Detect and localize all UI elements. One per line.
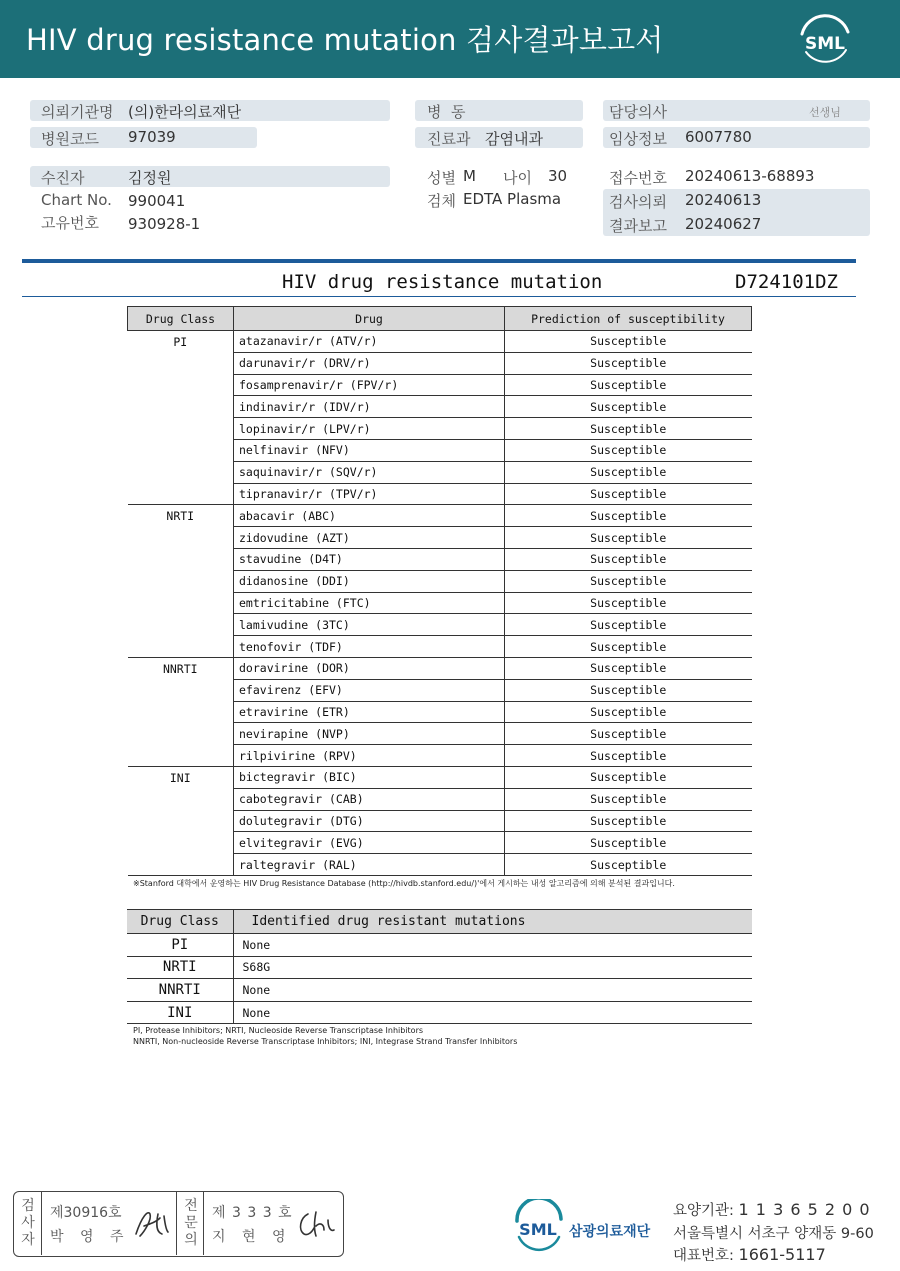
mutation-class-cell: INI: [127, 1001, 233, 1024]
drug-name-cell: atazanavir/r (ATV/r): [234, 331, 505, 353]
prediction-cell: Susceptible: [505, 461, 752, 483]
prediction-cell: Susceptible: [505, 352, 752, 374]
clinical-label: 임상정보: [609, 130, 667, 148]
stamp1-name: 박 영 주: [50, 1229, 130, 1245]
drug-name-cell: efavirenz (EFV): [234, 679, 505, 701]
ward-label: 병 동: [427, 103, 466, 121]
sex-value: M: [463, 167, 476, 185]
drug-name-cell: nelfinavir (NFV): [234, 439, 505, 461]
prediction-cell: Susceptible: [505, 788, 752, 810]
susceptibility-body: [128, 331, 752, 876]
prediction-cell: Susceptible: [505, 636, 752, 658]
susceptibility-row: [128, 331, 752, 353]
institution-label: 의뢰기관명: [41, 103, 114, 121]
drug-name-cell: emtricitabine (FTC): [234, 592, 505, 614]
mutation-value-cell: None: [233, 979, 752, 1002]
care-code: [673, 1199, 871, 1220]
drug-name-cell: lamivudine (3TC): [234, 614, 505, 636]
drug-name-cell: darunavir/r (DRV/r): [234, 352, 505, 374]
header-drug-class: Drug Class: [128, 307, 234, 331]
org-phone: [673, 1244, 826, 1265]
stamp-label-cell-1: [14, 1192, 42, 1255]
mutations-table: [127, 909, 752, 1024]
request-value: 20240613: [685, 191, 762, 209]
stamp2-name: 지 현 영: [212, 1229, 292, 1245]
drug-name-cell: nevirapine (NVP): [234, 723, 505, 745]
mutation-class-cell: NNRTI: [127, 979, 233, 1002]
prediction-cell: Susceptible: [505, 854, 752, 876]
dept-value: 감염내과: [485, 130, 543, 148]
doctor-suffix: 선생님: [809, 106, 841, 119]
sml-logo-icon: [796, 12, 854, 66]
receipt-label: 접수번호: [609, 169, 667, 187]
signature-1-icon: [132, 1206, 172, 1242]
signature-stamp: [13, 1191, 344, 1257]
drug-name-cell: lopinavir/r (LPV/r): [234, 418, 505, 440]
patient-label: 수진자: [41, 169, 85, 187]
mutation-row: [127, 1001, 752, 1024]
mutation-class-cell: PI: [127, 934, 233, 957]
susceptibility-row: [128, 657, 752, 679]
susceptibility-table: [127, 306, 752, 876]
drug-name-cell: etravirine (ETR): [234, 701, 505, 723]
prediction-cell: Susceptible: [505, 418, 752, 440]
drug-name-cell: saquinavir/r (SQV/r): [234, 461, 505, 483]
header-prediction: Prediction of susceptibility: [505, 307, 752, 331]
header-mut-class: Drug Class: [127, 910, 233, 934]
drug-class-cell: NRTI: [128, 505, 234, 658]
report-header: [0, 0, 900, 78]
prediction-cell: Susceptible: [505, 592, 752, 614]
abbrev-note-line2: NNRTI, Non-nucleoside Reverse Transcriptase Inhibitors; INI, Integrase Strand Transfer Inhibitors: [133, 1037, 518, 1046]
clinical-value: 6007780: [685, 128, 752, 146]
prediction-cell: Susceptible: [505, 832, 752, 854]
prediction-cell: Susceptible: [505, 657, 752, 679]
drug-name-cell: dolutegravir (DTG): [234, 810, 505, 832]
prediction-cell: Susceptible: [505, 548, 752, 570]
chart-label: Chart No.: [41, 191, 112, 209]
abbrev-note-line1: PI, Protease Inhibitors; NRTI, Nucleoside Reverse Transcriptase Inhibitors: [133, 1026, 424, 1035]
hospital-code-value: 97039: [128, 128, 176, 146]
sml-footer-logo-icon: [511, 1199, 567, 1255]
receipt-value: 20240613-68893: [685, 167, 815, 185]
drug-name-cell: elvitegravir (EVG): [234, 832, 505, 854]
drug-name-cell: rilpivirine (RPV): [234, 745, 505, 767]
drug-name-cell: tipranavir/r (TPV/r): [234, 483, 505, 505]
prediction-cell: Susceptible: [505, 374, 752, 396]
mutations-header-row: [127, 910, 752, 934]
prediction-cell: Susceptible: [505, 331, 752, 353]
stanford-note: ※Stanford 대학에서 운영하는 HIV Drug Resistance Database (http://hivdb.stanford.edu/)'에서 게시하는 내성 알고리즘에 의해 분석된 결과입니다.: [133, 879, 675, 888]
chart-value: 990041: [128, 192, 186, 210]
mutation-row: [127, 934, 752, 957]
phone-label: 대표번호:: [673, 1248, 734, 1264]
section-code: D724101DZ: [735, 271, 838, 293]
prediction-cell: Susceptible: [505, 614, 752, 636]
age-value: 30: [548, 167, 568, 185]
drug-class-cell: INI: [128, 766, 234, 875]
susceptibility-row: [128, 505, 752, 527]
signature-2-icon: [294, 1206, 336, 1242]
drug-name-cell: doravirine (DOR): [234, 657, 505, 679]
sml-logo-text: SML: [805, 34, 845, 54]
uid-label: 고유번호: [41, 214, 99, 232]
prediction-cell: Susceptible: [505, 439, 752, 461]
susceptibility-row: [128, 766, 752, 788]
drug-name-cell: raltegravir (RAL): [234, 854, 505, 876]
drug-name-cell: fosamprenavir/r (FPV/r): [234, 374, 505, 396]
care-code-label: 요양기관:: [673, 1203, 734, 1219]
report-title: HIV drug resistance mutation 검사결과보고서: [26, 23, 664, 57]
section-title: HIV drug resistance mutation: [282, 271, 603, 293]
mutation-value-cell: None: [233, 1001, 752, 1024]
mutation-row: [127, 956, 752, 979]
mutation-class-cell: NRTI: [127, 956, 233, 979]
drug-name-cell: cabotegravir (CAB): [234, 788, 505, 810]
prediction-cell: Susceptible: [505, 396, 752, 418]
prediction-cell: Susceptible: [505, 570, 752, 592]
abbrev-note: [133, 1025, 517, 1047]
prediction-cell: Susceptible: [505, 723, 752, 745]
org-address: 서울특별시 서초구 양재동 9-60: [673, 1226, 874, 1242]
prediction-cell: Susceptible: [505, 745, 752, 767]
stamp-label-cell-2: [176, 1192, 204, 1255]
report-date-value: 20240627: [685, 215, 762, 233]
mutation-value-cell: S68G: [233, 956, 752, 979]
age-label: 나이: [503, 169, 532, 187]
dept-label: 진료과: [427, 130, 471, 148]
drug-name-cell: indinavir/r (IDV/r): [234, 396, 505, 418]
prediction-cell: Susceptible: [505, 505, 752, 527]
drug-name-cell: didanosine (DDI): [234, 570, 505, 592]
section-rule-bottom: [22, 296, 856, 297]
patient-value: 김정원: [128, 169, 172, 187]
drug-name-cell: bictegravir (BIC): [234, 766, 505, 788]
institution-value: (의)한라의료재단: [128, 103, 242, 121]
prediction-cell: Susceptible: [505, 766, 752, 788]
drug-name-cell: zidovudine (AZT): [234, 527, 505, 549]
drug-class-cell: PI: [128, 331, 234, 505]
prediction-cell: Susceptible: [505, 527, 752, 549]
prediction-cell: Susceptible: [505, 810, 752, 832]
phone-value: 1661-5117: [738, 1245, 826, 1264]
header-mut-list: Identified drug resistant mutations: [233, 910, 752, 934]
mutation-value-cell: None: [233, 934, 752, 957]
susceptibility-header-row: [128, 307, 752, 331]
prediction-cell: Susceptible: [505, 701, 752, 723]
request-label: 검사의뢰: [609, 193, 667, 211]
specimen-value: EDTA Plasma: [463, 190, 562, 208]
drug-name-cell: abacavir (ABC): [234, 505, 505, 527]
mutations-body: [127, 934, 752, 1024]
care-code-value: 1 1 3 6 5 2 0 0: [738, 1200, 871, 1219]
section-rule-top: [22, 259, 856, 263]
header-drug: Drug: [234, 307, 505, 331]
stamp2-number: 제 3 3 3 호: [212, 1205, 293, 1221]
drug-class-cell: NNRTI: [128, 657, 234, 766]
drug-name-cell: tenofovir (TDF): [234, 636, 505, 658]
prediction-cell: Susceptible: [505, 679, 752, 701]
hospital-code-label: 병원코드: [41, 130, 99, 148]
sex-label: 성별: [427, 169, 456, 187]
uid-value: 930928-1: [128, 215, 201, 233]
stamp-vertical-2: 전 문 의: [184, 1198, 198, 1248]
mutation-row: [127, 979, 752, 1002]
prediction-cell: Susceptible: [505, 483, 752, 505]
report-date-label: 결과보고: [609, 217, 667, 235]
drug-name-cell: stavudine (D4T): [234, 548, 505, 570]
org-name: 삼광의료재단: [569, 1224, 651, 1240]
sml-footer-logo-text: SML: [519, 1220, 557, 1239]
doctor-label: 담당의사: [609, 103, 667, 121]
stamp-vertical-1: 검 사 자: [21, 1198, 35, 1248]
specimen-label: 검체: [427, 192, 456, 210]
stamp1-number: 제30916호: [50, 1205, 122, 1221]
